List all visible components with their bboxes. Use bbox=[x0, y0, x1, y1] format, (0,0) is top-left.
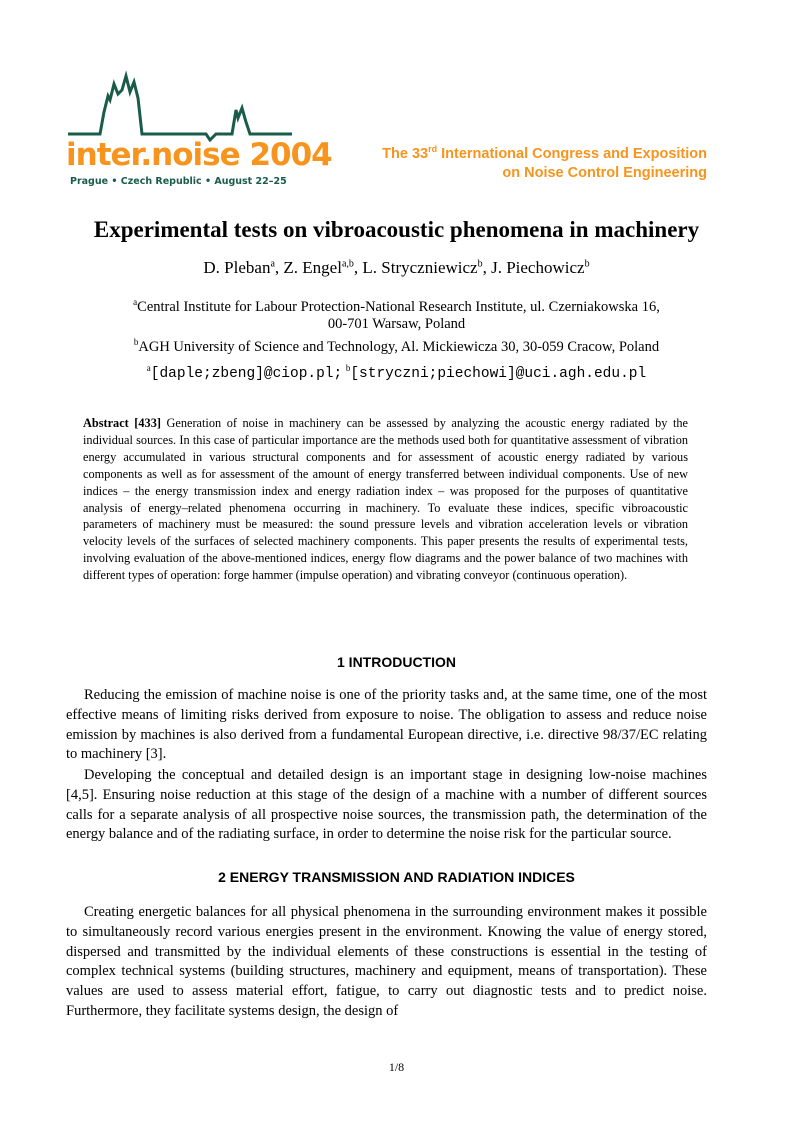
congress-line-1-text: International Congress and Exposition bbox=[437, 145, 707, 162]
affiliation-a bbox=[0, 294, 793, 333]
author-affil-mark: b bbox=[477, 258, 483, 270]
author-separator: , bbox=[274, 258, 284, 277]
author-name: Z. Engel bbox=[283, 258, 342, 277]
abstract-label: Abstract [433] bbox=[83, 416, 161, 430]
email-a[interactable]: [daple;zbeng]@ciop.pl; bbox=[150, 365, 343, 382]
author-name: D. Pleban bbox=[203, 258, 271, 277]
affiliation-b bbox=[0, 334, 793, 356]
author-affil-mark: a,b bbox=[341, 258, 354, 270]
author-separator: , bbox=[353, 258, 363, 277]
congress-line-1 bbox=[382, 140, 707, 164]
logo-wordmark: inter.noise 2004 bbox=[66, 137, 332, 173]
section-heading-introduction: 1 INTRODUCTION bbox=[337, 654, 456, 670]
section-heading-indices: 2 ENERGY TRANSMISSION AND RADIATION INDICES bbox=[218, 869, 575, 885]
paragraph: Creating energetic balances for all physical phenomena in the surrounding environment makes it possible to simultaneously record various energies present in the environment. Knowing the value of energy stored, dispersed and transmitted by the individual elements of these constructions is essential in the testing of complex technical systems (building structures, machinery and equipment, means of transportation). These values are used to assess material effort, fatigue, to carry out diagnostic tests and to predict noise. Furthermore, they facilitate systems design, the design of bbox=[66, 904, 707, 1019]
author-list bbox=[0, 258, 793, 278]
congress-ordinal-suffix: rd bbox=[428, 144, 438, 154]
author-affil-mark: a bbox=[270, 258, 275, 270]
city-skyline-icon bbox=[66, 70, 296, 142]
affiliation-mark: b bbox=[133, 337, 139, 347]
author-separator: , bbox=[482, 258, 492, 277]
affiliation-mark: a bbox=[133, 297, 138, 307]
abstract bbox=[83, 415, 688, 584]
affiliation-a-line2: 00-701 Warsaw, Poland bbox=[327, 315, 466, 332]
email-mark: b bbox=[345, 363, 351, 373]
congress-line-2: on Noise Control Engineering bbox=[502, 164, 707, 181]
author-name: L. Stryczniewicz bbox=[362, 258, 478, 277]
email-mark: a bbox=[146, 363, 151, 373]
paragraph: Reducing the emission of machine noise is one of the priority tasks and, at the same time, one of the most effective means of limiting risks derived from exposure to noise. The obligation to assess and reduce noise emission by machines is also derived from a fundamental European directive, i.e. directive 98/37/EC relating to machinery [3]. bbox=[66, 687, 707, 763]
affiliation-b-line1: AGH University of Science and Technology, Al. Mickiewicza 30, 30-059 Cracow, Poland bbox=[138, 338, 660, 355]
congress-ordinal: The 33 bbox=[382, 145, 429, 162]
paper-title: Experimental tests on vibroacoustic phenomena in machinery bbox=[93, 217, 700, 242]
page-number: 1/8 bbox=[388, 1060, 405, 1074]
paragraph: Developing the conceptual and detailed design is an important stage in designing low-noise machines [4,5]. Ensuring noise reduction at this stage of the design of a machine with a number of different sources calls for a separate analysis of all prospective noise sources, the transmission path, the determination of the energy balance and of the radiating surface, in order to determine the noise risk for the particular source. bbox=[66, 767, 707, 843]
logo-subtitle: Prague • Czech Republic • August 22–25 bbox=[70, 176, 287, 187]
affiliation-a-line1: Central Institute for Labour Protection-National Research Institute, ul. Czerniakowska 16, bbox=[137, 298, 660, 315]
conference-logo bbox=[66, 70, 332, 190]
email-b[interactable]: [stryczni;piechowi]@uci.agh.edu.pl bbox=[350, 365, 647, 382]
abstract-text: Generation of noise in machinery can be assessed by analyzing the acoustic energy radiated by the individual sources. In this case of particular importance are the methods used both for quantitative assessment of vibration energy accumulated in various structural components and for assessment of acoustic energy radiated by various components as well as for assessment of the amount of energy transferred between individual components. Use of new indices – the energy transmission index and energy radiation index – was proposed for the purposes of quantitative analysis of energy–related phenomena occurring in machinery. To evaluate these indices, specific vibroacoustic parameters of machinery must be measured: the sound pressure levels and vibration acceleration levels or vibration velocity levels of the surfaces of selected machinery components. This paper presents the results of experimental tests, involving evaluation of the above-mentioned indices, energy flow diagrams and the power balance of two machines with different types of operation: forge hammer (impulse operation) and vibrating conveyor (continuous operation). bbox=[83, 416, 688, 583]
author-affil-mark: b bbox=[584, 258, 590, 270]
author-name: J. Piechowicz bbox=[491, 258, 585, 277]
congress-heading bbox=[382, 140, 707, 183]
email-addresses bbox=[0, 360, 793, 383]
